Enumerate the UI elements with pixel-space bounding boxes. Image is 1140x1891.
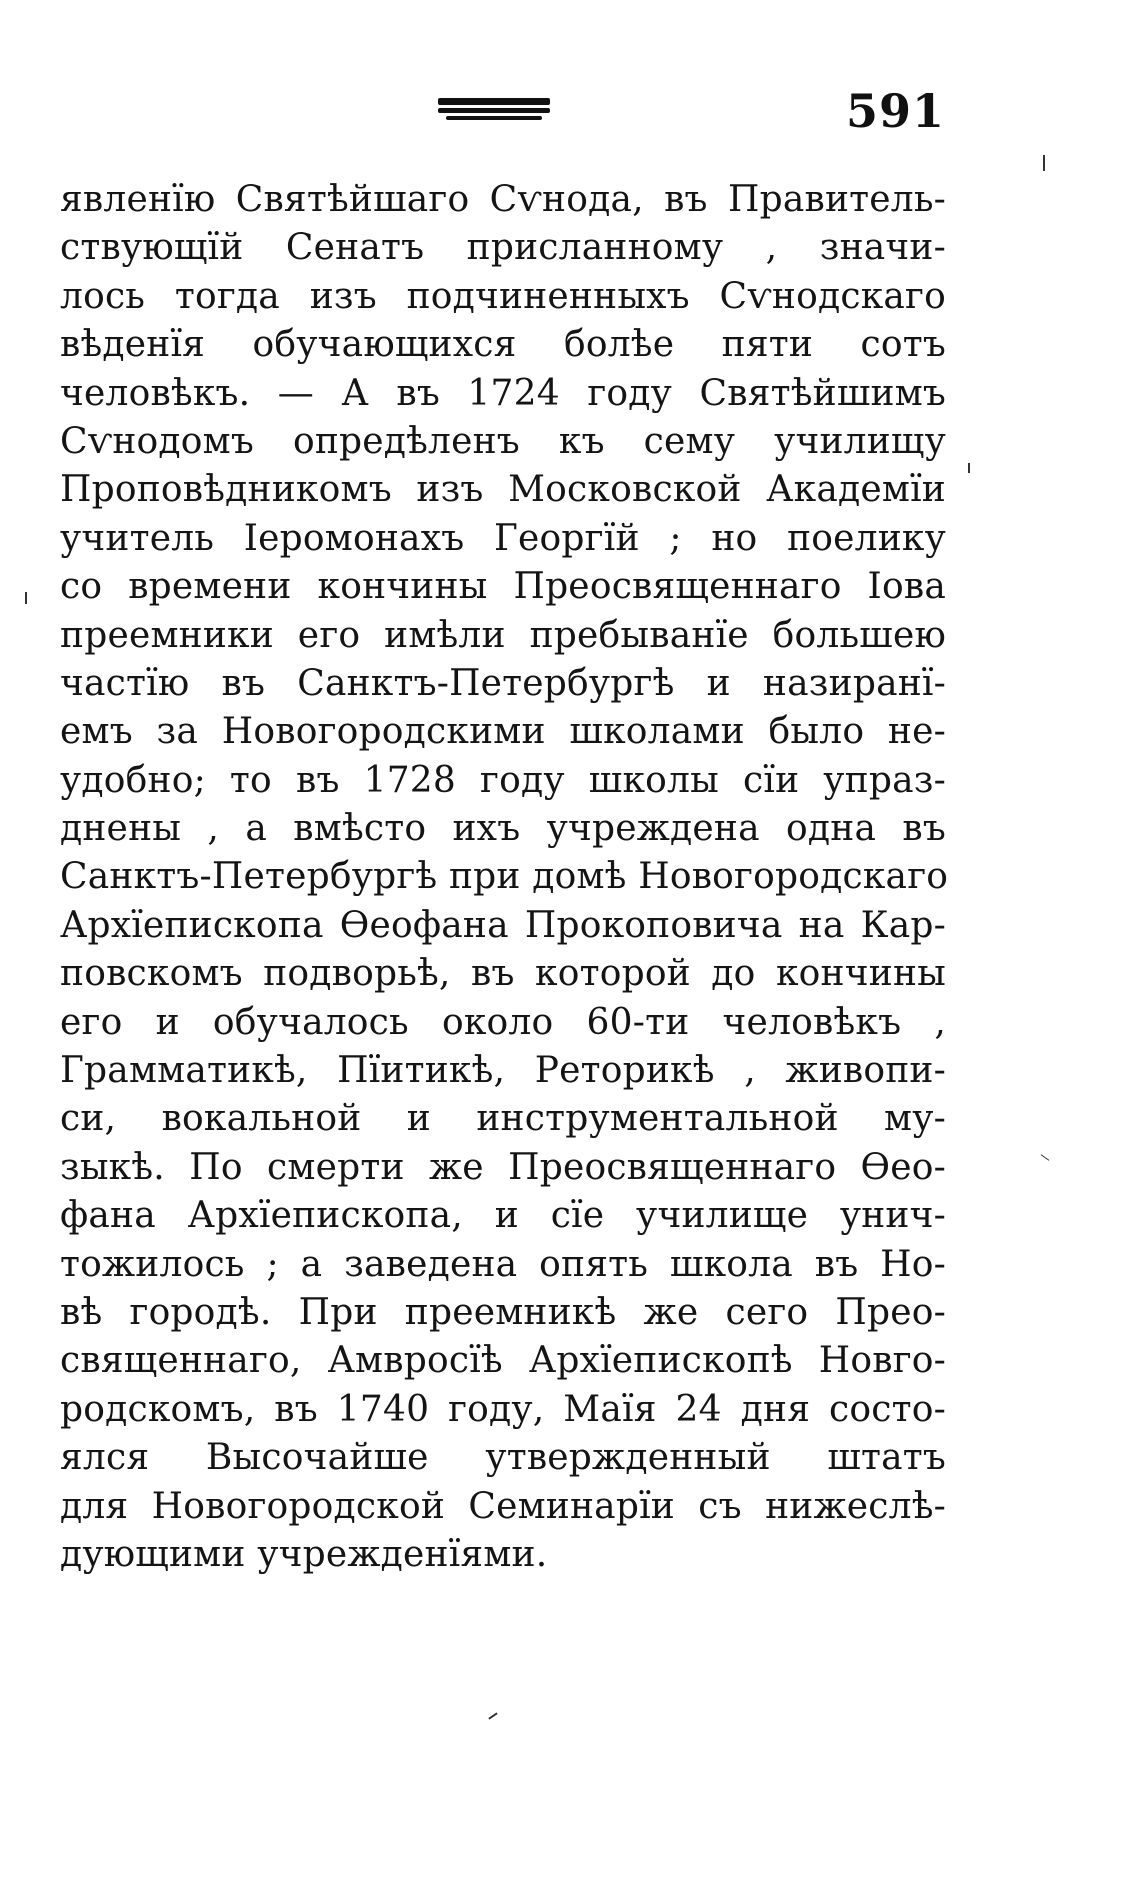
text-line: днены , а вмѣсто ихъ учреждена одна въ — [60, 808, 946, 850]
text-line: лось тогда изъ подчиненныхъ Сѵнодскаго — [60, 275, 946, 317]
scan-speck — [968, 463, 970, 473]
text-line: удобно; то въ 1728 году школы сїи упраз- — [60, 759, 946, 801]
text-line: ялся Высочайше утвержденный штатъ — [60, 1437, 946, 1479]
text-line: человѣкъ. — А въ 1724 году Святѣйшимъ — [60, 372, 946, 414]
text-line: зыкѣ. По смерти же Преосвященнаго Ѳео- — [60, 1146, 946, 1188]
text-line: вѣденїя обучающихся болѣе пяти сотъ — [60, 324, 946, 366]
text-line: явленїю Святѣйшаго Сѵнода, въ Правитель- — [60, 179, 946, 220]
text-line: его и обучалось около 60-ти человѣкъ , — [60, 1001, 946, 1043]
text-line: со времени кончины Преосвященнаго Іова — [60, 566, 946, 608]
scan-speck — [1043, 155, 1045, 171]
header-ornament — [438, 98, 550, 122]
text-line: повскомъ подворьѣ, въ которой до кончины — [60, 953, 946, 995]
text-line: Санктъ-Петербургѣ при домѣ Новогородскаго — [60, 856, 949, 898]
text-line: Проповѣдникомъ изъ Московской Академїи — [60, 469, 946, 511]
text-line: Грамматикѣ, Пїитикѣ, Реторикѣ , живопи- — [60, 1050, 946, 1092]
text-line: си, вокальной и инструментальной му- — [60, 1098, 946, 1140]
text-line: Сѵнодомъ опредѣленъ къ сему училищу — [60, 420, 946, 462]
text-line: вѣ городѣ. При преемникѣ же сего Прео- — [60, 1291, 946, 1333]
body-text — [60, 176, 949, 1579]
text-line: дующими учрежденїями. — [60, 1533, 548, 1575]
ornament-rule — [438, 98, 550, 105]
scan-speck — [1041, 1154, 1050, 1161]
text-line: емъ за Новогородскими школами было не- — [60, 711, 946, 753]
text-line: тожилось ; а заведена опять школа въ Но- — [60, 1243, 946, 1285]
text-line: ствующїй Сенатъ присланному , значи- — [60, 227, 946, 269]
ornament-rule — [438, 108, 550, 113]
text-line: священнаго, Амвросїѣ Архїепископѣ Новго- — [60, 1340, 946, 1382]
text-line: преемники его имѣли пребыванїе большею — [60, 614, 946, 656]
scan-speck — [25, 592, 27, 604]
page-number: 591 — [846, 84, 946, 138]
text-line: родскомъ, въ 1740 году, Маїя 24 дня состо- — [60, 1388, 946, 1430]
text-line: учитель Іеромонахъ Георгїй ; но поелику — [60, 517, 946, 559]
ornament-rule — [446, 116, 542, 120]
text-line: для Новогородской Семинарїи съ нижеслѣ- — [60, 1485, 946, 1527]
text-line: частїю въ Санктъ-Петербургѣ и назиранї- — [60, 662, 946, 704]
text-line: фана Архїепископа, и сїе училище унич- — [60, 1195, 946, 1237]
text-line: Архїепископа Ѳеофана Прокоповича на Кар- — [60, 904, 946, 946]
scan-speck — [488, 1712, 497, 1719]
